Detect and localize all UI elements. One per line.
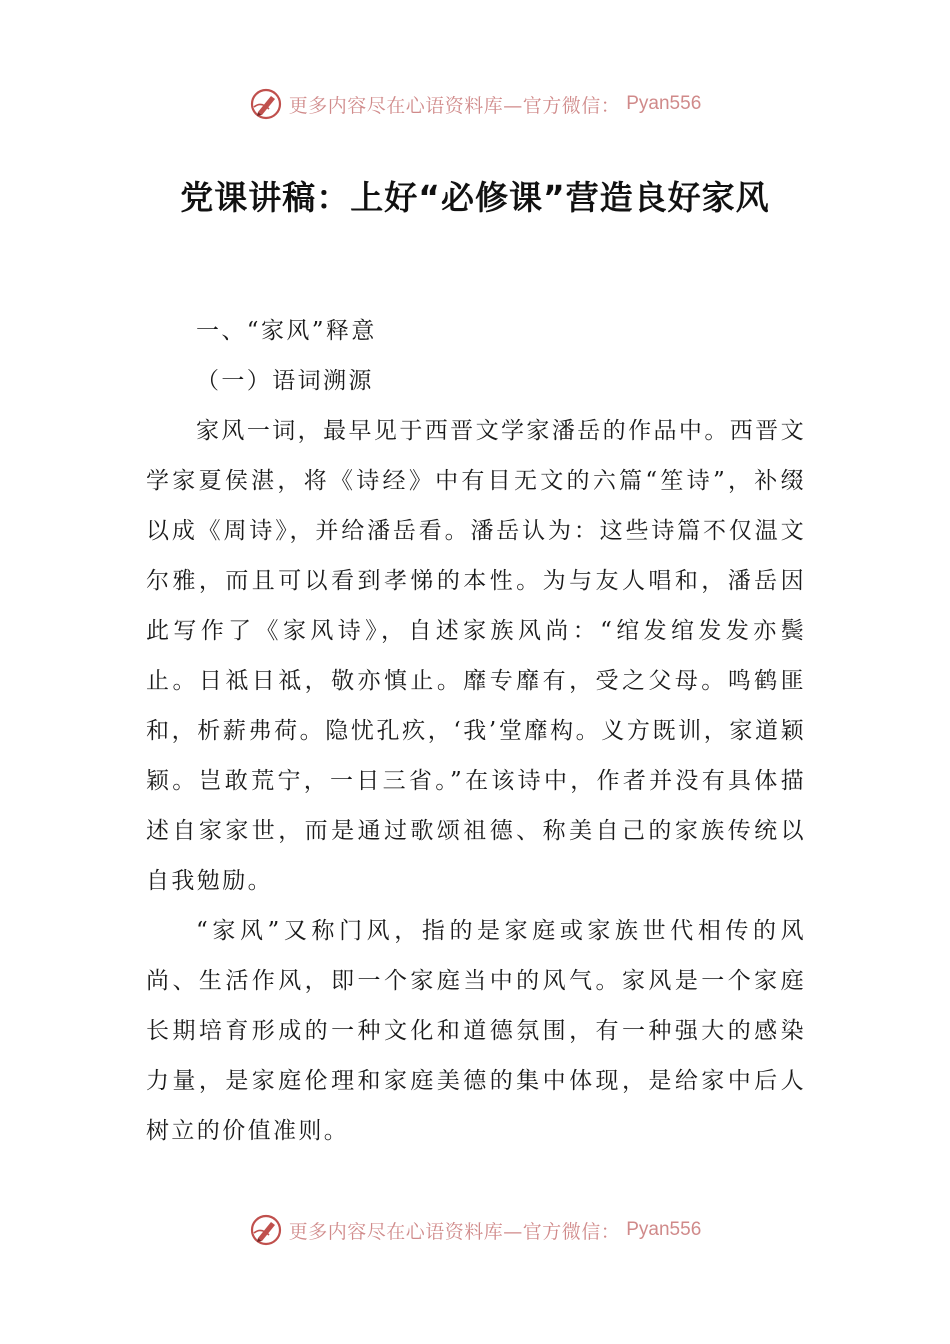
pen-logo-icon (249, 87, 283, 121)
watermark-wechat-id: Pyan556 (626, 93, 702, 114)
pen-logo-icon (249, 1213, 283, 1247)
document-title: 党课讲稿：上好“必修课”营造良好家风 (180, 178, 770, 217)
watermark-text: 更多内容尽在心语资料库—官方微信： (288, 94, 621, 117)
subsection-heading: （一）语词溯源 (196, 368, 374, 394)
watermark-wechat-id: Pyan556 (626, 1219, 702, 1240)
header-watermark (0, 82, 950, 126)
paragraph-definition: “家风”又称门风，指的是家庭或家族世代相传的风尚、生活作风，即一个家庭当中的风气。家风是一个家庭长期培育形成的一种文化和道德氛围，有一种强大的感染力量，是家庭伦理和家庭美德的集中体现，是给家中后人树立的价值准则。 (146, 918, 806, 1144)
document-body (146, 306, 806, 1156)
section-heading: 一、“家风”释意 (196, 318, 377, 344)
paragraph-origin: 家风一词，最早见于西晋文学家潘岳的作品中。西晋文学家夏侯湛，将《诗经》中有目无文的六篇“笙诗”，补缀以成《周诗》，并给潘岳看。潘岳认为：这些诗篇不仅温文尔雅，而且可以看到孝悌的本性。为与友人唱和，潘岳因此写作了《家风诗》，自述家族风尚：“绾发绾发发亦鬓止。日祗日祗，敬亦慎止。靡专靡有，受之父母。鸣鹤匪和，析薪弗荷。隐忧孔疚，‘我’堂靡构。义方既训，家道颖颖。岂敢荒宁，一日三省。”在该诗中，作者并没有具体描述自家家世，而是通过歌颂祖德、称美自己的家族传统以自我勉励。 (146, 418, 806, 894)
watermark-text: 更多内容尽在心语资料库—官方微信： (288, 1220, 621, 1243)
footer-watermark (0, 1208, 950, 1252)
